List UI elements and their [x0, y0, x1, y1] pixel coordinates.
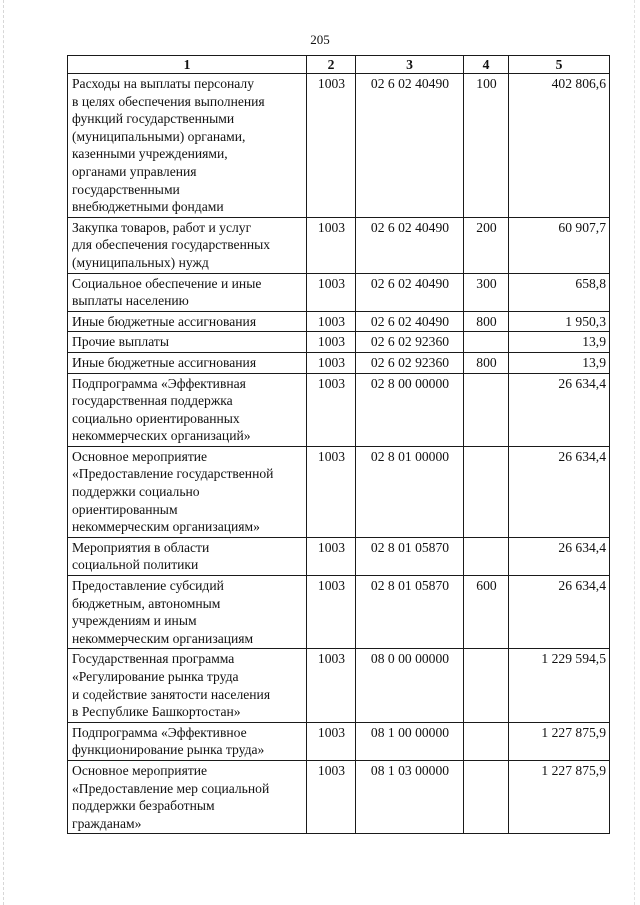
row-name-cell: Иные бюджетные ассигнования: [68, 311, 307, 332]
row-section-cell: 1003: [307, 760, 356, 833]
row-section-cell: 1003: [307, 722, 356, 760]
row-sum-cell: 13,9: [509, 352, 610, 373]
table-row: [68, 537, 610, 575]
row-sum-cell: 402 806,6: [509, 74, 610, 218]
table-row: [68, 373, 610, 446]
row-expense-type-cell: [464, 332, 509, 353]
row-name-cell: Социальное обеспечение и иные выплаты населению: [68, 273, 307, 311]
row-expense-type-cell: 800: [464, 352, 509, 373]
row-target-article-cell: 02 6 02 92360: [356, 352, 464, 373]
row-sum-cell: 658,8: [509, 273, 610, 311]
table-row: [68, 446, 610, 537]
row-section-cell: 1003: [307, 373, 356, 446]
row-section-cell: 1003: [307, 311, 356, 332]
row-sum-cell: 26 634,4: [509, 537, 610, 575]
row-name-cell: Подпрограмма «Эффективное функционирование рынка труда»: [68, 722, 307, 760]
row-sum-cell: 13,9: [509, 332, 610, 353]
table-row: [68, 273, 610, 311]
row-expense-type-cell: 100: [464, 74, 509, 218]
row-sum-cell: 1 229 594,5: [509, 649, 610, 722]
row-expense-type-cell: 800: [464, 311, 509, 332]
row-expense-type-cell: [464, 760, 509, 833]
row-expense-type-cell: 600: [464, 576, 509, 649]
page-number: 205: [310, 32, 330, 47]
row-section-cell: 1003: [307, 352, 356, 373]
row-name-cell: Закупка товаров, работ и услуг для обеспечения государственных (муниципальных) нужд: [68, 217, 307, 273]
row-name-cell: Предоставление субсидий бюджетным, автономным учреждениям и иным некоммерческим организациям: [68, 576, 307, 649]
row-target-article-cell: 02 8 01 00000: [356, 446, 464, 537]
table-row: [68, 760, 610, 833]
row-target-article-cell: 08 0 00 00000: [356, 649, 464, 722]
row-expense-type-cell: 200: [464, 217, 509, 273]
row-expense-type-cell: [464, 373, 509, 446]
table-row: [68, 217, 610, 273]
row-sum-cell: 1 227 875,9: [509, 760, 610, 833]
row-target-article-cell: 02 8 01 05870: [356, 576, 464, 649]
row-name-cell: Расходы на выплаты персоналу в целях обеспечения выполнения функций государственными (муниципальными) органами, казенными учреждениями, органами управления государственными внебюджетными фондами: [68, 74, 307, 218]
row-sum-cell: 26 634,4: [509, 576, 610, 649]
row-section-cell: 1003: [307, 649, 356, 722]
row-name-cell: Подпрограмма «Эффективная государственная поддержка социально ориентированных некоммерческих организаций»: [68, 373, 307, 446]
row-name-cell: Прочие выплаты: [68, 332, 307, 353]
row-section-cell: 1003: [307, 576, 356, 649]
column-header: 2: [307, 56, 356, 74]
row-expense-type-cell: [464, 649, 509, 722]
table-row: [68, 576, 610, 649]
budget-table: [67, 55, 610, 834]
column-header: 3: [356, 56, 464, 74]
table-row: [68, 311, 610, 332]
row-name-cell: Государственная программа «Регулирование рынка труда и содействие занятости населения в Республике Башкортостан»: [68, 649, 307, 722]
column-header: 5: [509, 56, 610, 74]
row-expense-type-cell: [464, 722, 509, 760]
row-sum-cell: 1 950,3: [509, 311, 610, 332]
table-row: [68, 74, 610, 218]
scan-edge-right: [634, 0, 636, 905]
row-section-cell: 1003: [307, 446, 356, 537]
row-expense-type-cell: [464, 446, 509, 537]
row-name-cell: Мероприятия в области социальной политики: [68, 537, 307, 575]
row-name-cell: Основное мероприятие «Предоставление мер социальной поддержки безработным гражданам»: [68, 760, 307, 833]
table-body: [68, 74, 610, 834]
table-row: [68, 649, 610, 722]
row-target-article-cell: 08 1 00 00000: [356, 722, 464, 760]
row-target-article-cell: 02 8 01 05870: [356, 537, 464, 575]
row-target-article-cell: 02 8 00 00000: [356, 373, 464, 446]
row-section-cell: 1003: [307, 217, 356, 273]
row-expense-type-cell: 300: [464, 273, 509, 311]
row-target-article-cell: 02 6 02 40490: [356, 311, 464, 332]
row-section-cell: 1003: [307, 74, 356, 218]
table-row: [68, 332, 610, 353]
row-sum-cell: 26 634,4: [509, 373, 610, 446]
row-target-article-cell: 02 6 02 40490: [356, 217, 464, 273]
row-name-cell: Основное мероприятие «Предоставление государственной поддержки социально ориентированным некоммерческим организациям»: [68, 446, 307, 537]
column-header: 4: [464, 56, 509, 74]
row-section-cell: 1003: [307, 332, 356, 353]
row-sum-cell: 1 227 875,9: [509, 722, 610, 760]
row-sum-cell: 60 907,7: [509, 217, 610, 273]
row-target-article-cell: 08 1 03 00000: [356, 760, 464, 833]
row-name-cell: Иные бюджетные ассигнования: [68, 352, 307, 373]
table-header-row: [68, 56, 610, 74]
scan-edge-left: [3, 0, 5, 905]
row-section-cell: 1003: [307, 537, 356, 575]
column-header: 1: [68, 56, 307, 74]
table-row: [68, 722, 610, 760]
row-sum-cell: 26 634,4: [509, 446, 610, 537]
row-expense-type-cell: [464, 537, 509, 575]
table-row: [68, 352, 610, 373]
row-target-article-cell: 02 6 02 92360: [356, 332, 464, 353]
row-target-article-cell: 02 6 02 40490: [356, 273, 464, 311]
row-target-article-cell: 02 6 02 40490: [356, 74, 464, 218]
row-section-cell: 1003: [307, 273, 356, 311]
